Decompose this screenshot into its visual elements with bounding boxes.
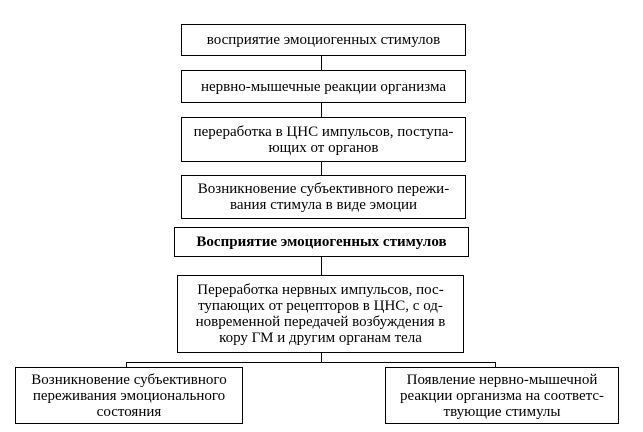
box-subjective-emotional-state — [15, 367, 243, 424]
connector-b1-b2 — [321, 55, 322, 70]
connector-b5-b6 — [321, 256, 322, 276]
box-text: переработка в ЦНС импульсов, поступа- ющих от органов — [193, 123, 454, 156]
connector-split-bar — [126, 362, 495, 363]
box-subjective-experience — [181, 175, 466, 219]
box-neuromuscular-reactions — [181, 70, 466, 103]
box-text: Возникновение субъективного пережи- вания стимула в виде эмоции — [197, 181, 450, 213]
box-text: восприятие эмоциогенных стимулов — [206, 32, 441, 48]
box-text: Восприятие эмоциогенных стимулов — [196, 234, 447, 250]
connector-b3-b4 — [321, 161, 322, 176]
box-nerve-impulse-processing — [177, 275, 464, 353]
box-text: Возникновение субъективного переживания эмоционального состояния — [31, 371, 227, 420]
box-cns-processing — [181, 117, 466, 162]
box-neuromuscular-response — [385, 367, 619, 424]
box-text: Появление нервно-мышечной реакции организма на соответс- твующие стимулы — [400, 371, 604, 420]
box-perception-stimuli-bold — [174, 227, 469, 257]
connector-b6-split — [321, 352, 322, 362]
box-text: нервно-мышечные реакции организма — [201, 78, 446, 95]
connector-b2-b3 — [321, 102, 322, 118]
box-perception-stimuli — [181, 24, 466, 56]
box-text: Переработка нервных импульсов, пос- тупающих от рецепторов в ЦНС, с од- новременной передачей возбуждения в кору ГМ и другим органам тела — [195, 282, 446, 346]
